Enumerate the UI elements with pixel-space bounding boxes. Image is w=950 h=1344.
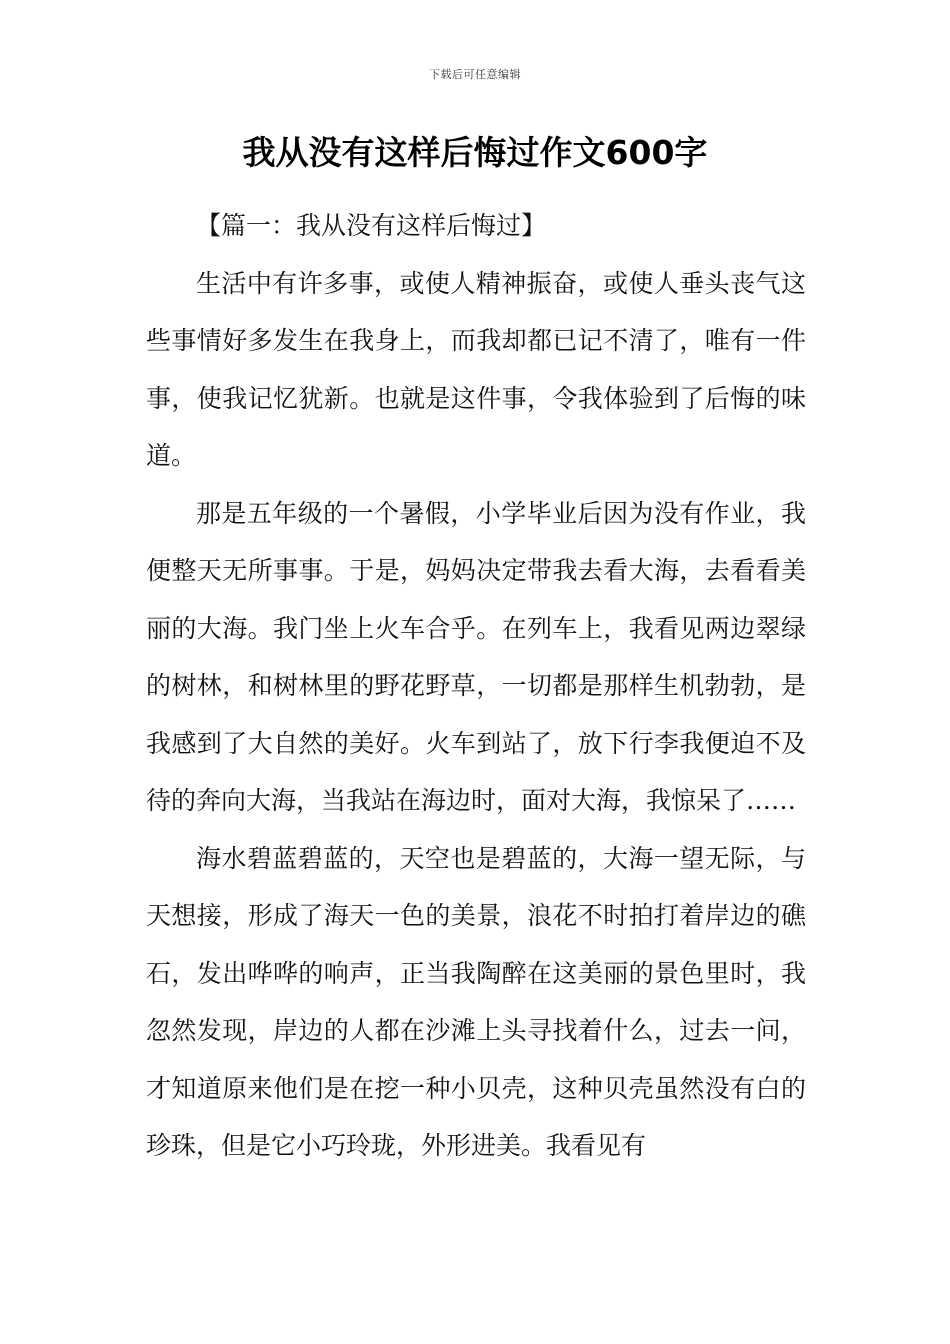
- section-heading: 【篇一：我从没有这样后悔过】: [196, 211, 547, 240]
- header-note: 下载后可任意编辑: [429, 68, 521, 81]
- page-title: 我从没有这样后悔过作文600字: [242, 133, 708, 172]
- paragraph-1: 生活中有许多事，或使人精神振奋，或使人垂头丧气这些事情好多发生在我身上，而我却都已记不清了，唯有一件事，使我记忆犹新。也就是这件事，令我体验到了后悔的味道。: [146, 268, 806, 470]
- paragraph-2: 那是五年级的一个暑假，小学毕业后因为没有作业，我便整天无所事事。于是，妈妈决定带我去看大海，去看看美丽的大海。我门坐上火车合乎。在列车上，我看见两边翠绿的树林，和树林里的野花野草，一切都是那样生机勃勃，是我感到了大自然的美好。火车到站了，放下行李我便迫不及待的奔向大海，当我站在海边时，面对大海，我惊呆了……: [146, 498, 806, 815]
- paragraph-3: 海水碧蓝碧蓝的，天空也是碧蓝的，大海一望无际，与天想接，形成了海天一色的美景，浪花不时拍打着岸边的礁石，发出哗哗的响声，正当我陶醉在这美丽的景色里时，我忽然发现，岸边的人都在沙滩上头寻找着什么，过去一问，才知道原来他们是在挖一种小贝壳，这种贝壳虽然没有白的珍珠，但是它小巧玲珑，外形进美。我看见有: [146, 843, 806, 1160]
- article-body: [146, 197, 806, 1175]
